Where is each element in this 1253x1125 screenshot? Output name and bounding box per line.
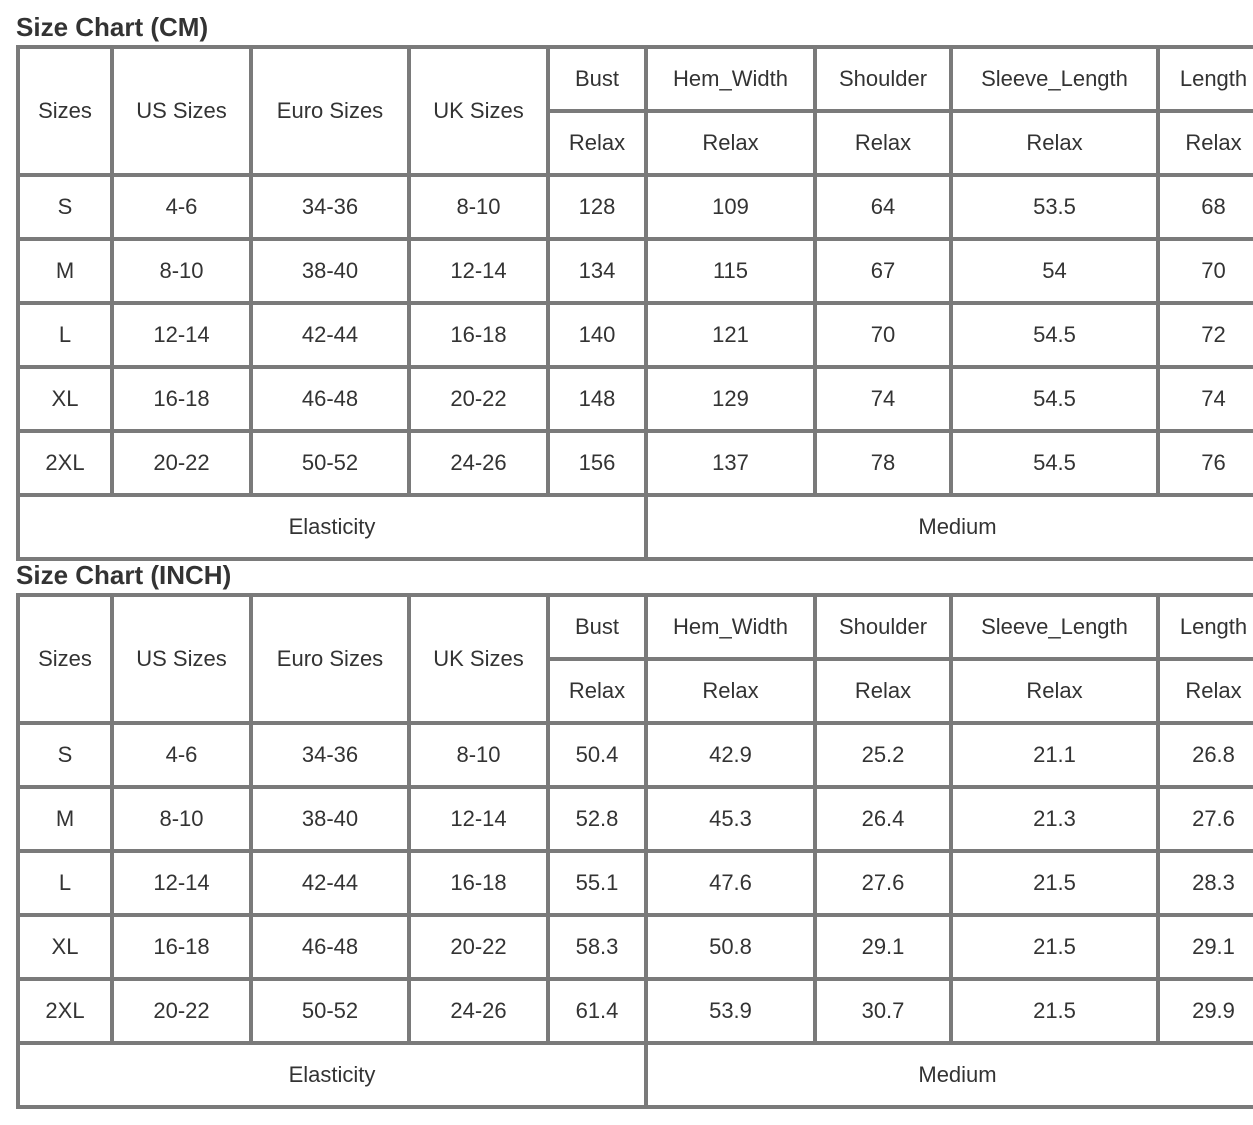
table-cell: S <box>18 723 112 787</box>
table-cell: 8-10 <box>112 239 251 303</box>
header-bust: Bust <box>548 595 646 659</box>
subheader-relax-shoulder: Relax <box>815 111 951 175</box>
table-cell: 29.9 <box>1158 979 1253 1043</box>
table-cell: 2XL <box>18 431 112 495</box>
table-cell: 21.3 <box>951 787 1158 851</box>
table-cell: 128 <box>548 175 646 239</box>
table-cell: 54 <box>951 239 1158 303</box>
table-cell: 134 <box>548 239 646 303</box>
table-cell: 16-18 <box>409 303 548 367</box>
table-cell: 12-14 <box>112 851 251 915</box>
table-cell: XL <box>18 915 112 979</box>
table-cell: 25.2 <box>815 723 951 787</box>
table-cell: 140 <box>548 303 646 367</box>
table-cell: 21.5 <box>951 915 1158 979</box>
table-cell: L <box>18 303 112 367</box>
table-cell: 121 <box>646 303 815 367</box>
table-cell: 24-26 <box>409 979 548 1043</box>
table-cell: 50.4 <box>548 723 646 787</box>
table-cell: 34-36 <box>251 723 409 787</box>
header-euro-sizes: Euro Sizes <box>251 47 409 175</box>
header-us-sizes: US Sizes <box>112 595 251 723</box>
elasticity-label: Elasticity <box>18 1043 646 1107</box>
table-cell: 26.4 <box>815 787 951 851</box>
header-hem-width: Hem_Width <box>646 595 815 659</box>
table-cell: 20-22 <box>112 431 251 495</box>
table-cell: 61.4 <box>548 979 646 1043</box>
table-cell: 72 <box>1158 303 1253 367</box>
elasticity-value: Medium <box>646 1043 1253 1107</box>
table-cell: 109 <box>646 175 815 239</box>
table-row-xl <box>18 367 1253 431</box>
table-cell: 4-6 <box>112 175 251 239</box>
table-row-2xl <box>18 431 1253 495</box>
header-uk-sizes: UK Sizes <box>409 47 548 175</box>
subheader-relax-bust: Relax <box>548 111 646 175</box>
table-cell: 42-44 <box>251 303 409 367</box>
table-cell: 16-18 <box>112 915 251 979</box>
header-bust: Bust <box>548 47 646 111</box>
table-cell: 70 <box>815 303 951 367</box>
table-cell: 21.5 <box>951 851 1158 915</box>
table-cell: 30.7 <box>815 979 951 1043</box>
subheader-relax-length: Relax <box>1158 659 1253 723</box>
table-cell: 148 <box>548 367 646 431</box>
table-cell: M <box>18 787 112 851</box>
table-cell: 4-6 <box>112 723 251 787</box>
table-cell: 24-26 <box>409 431 548 495</box>
table-cell: 12-14 <box>409 239 548 303</box>
table-cell: 20-22 <box>409 367 548 431</box>
table-cell: 50-52 <box>251 431 409 495</box>
table-cell: 115 <box>646 239 815 303</box>
table-cell: 16-18 <box>112 367 251 431</box>
subheader-relax-bust: Relax <box>548 659 646 723</box>
table-row-l <box>18 851 1253 915</box>
size-chart-cm-table <box>16 45 1253 561</box>
table-cell: M <box>18 239 112 303</box>
table-cell: 12-14 <box>112 303 251 367</box>
table-cell: 46-48 <box>251 367 409 431</box>
table-cell: 46-48 <box>251 915 409 979</box>
table-cell: 137 <box>646 431 815 495</box>
table-cell: 8-10 <box>112 787 251 851</box>
table-row-l <box>18 303 1253 367</box>
size-chart-inch-title: Size Chart (INCH) <box>16 560 232 590</box>
table-cell: 16-18 <box>409 851 548 915</box>
table-cell: S <box>18 175 112 239</box>
table-cell: 55.1 <box>548 851 646 915</box>
header-length: Length <box>1158 595 1253 659</box>
table-row-2xl <box>18 979 1253 1043</box>
header-uk-sizes: UK Sizes <box>409 595 548 723</box>
table-cell: L <box>18 851 112 915</box>
table-row-xl <box>18 915 1253 979</box>
subheader-relax-hem-width: Relax <box>646 659 815 723</box>
table-cell: 53.9 <box>646 979 815 1043</box>
header-sleeve-length: Sleeve_Length <box>951 595 1158 659</box>
table-cell: 20-22 <box>409 915 548 979</box>
subheader-relax-shoulder: Relax <box>815 659 951 723</box>
table-cell: 50.8 <box>646 915 815 979</box>
table-cell: 27.6 <box>1158 787 1253 851</box>
header-sizes: Sizes <box>18 595 112 723</box>
table-cell: XL <box>18 367 112 431</box>
header-shoulder: Shoulder <box>815 47 951 111</box>
table-cell: 129 <box>646 367 815 431</box>
table-cell: 34-36 <box>251 175 409 239</box>
table-cell: 52.8 <box>548 787 646 851</box>
table-cell: 2XL <box>18 979 112 1043</box>
subheader-relax-sleeve-length: Relax <box>951 111 1158 175</box>
header-sleeve-length: Sleeve_Length <box>951 47 1158 111</box>
table-cell: 8-10 <box>409 175 548 239</box>
table-row-m <box>18 239 1253 303</box>
header-row <box>18 47 1253 111</box>
header-hem-width: Hem_Width <box>646 47 815 111</box>
header-us-sizes: US Sizes <box>112 47 251 175</box>
table-cell: 54.5 <box>951 367 1158 431</box>
table-cell: 74 <box>815 367 951 431</box>
table-cell: 42.9 <box>646 723 815 787</box>
table-cell: 58.3 <box>548 915 646 979</box>
elasticity-row <box>18 1043 1253 1107</box>
table-cell: 78 <box>815 431 951 495</box>
table-cell: 21.1 <box>951 723 1158 787</box>
elasticity-label: Elasticity <box>18 495 646 559</box>
table-cell: 68 <box>1158 175 1253 239</box>
table-cell: 8-10 <box>409 723 548 787</box>
table-cell: 54.5 <box>951 303 1158 367</box>
header-sizes: Sizes <box>18 47 112 175</box>
table-cell: 28.3 <box>1158 851 1253 915</box>
table-row-m <box>18 787 1253 851</box>
table-row-s <box>18 175 1253 239</box>
table-cell: 67 <box>815 239 951 303</box>
header-euro-sizes: Euro Sizes <box>251 595 409 723</box>
subheader-relax-sleeve-length: Relax <box>951 659 1158 723</box>
table-cell: 47.6 <box>646 851 815 915</box>
table-cell: 12-14 <box>409 787 548 851</box>
elasticity-row <box>18 495 1253 559</box>
table-cell: 26.8 <box>1158 723 1253 787</box>
table-cell: 45.3 <box>646 787 815 851</box>
table-cell: 54.5 <box>951 431 1158 495</box>
table-cell: 50-52 <box>251 979 409 1043</box>
table-cell: 70 <box>1158 239 1253 303</box>
table-cell: 27.6 <box>815 851 951 915</box>
header-row <box>18 595 1253 659</box>
table-cell: 20-22 <box>112 979 251 1043</box>
table-cell: 42-44 <box>251 851 409 915</box>
subheader-relax-hem-width: Relax <box>646 111 815 175</box>
table-cell: 38-40 <box>251 239 409 303</box>
table-cell: 76 <box>1158 431 1253 495</box>
subheader-relax-length: Relax <box>1158 111 1253 175</box>
elasticity-value: Medium <box>646 495 1253 559</box>
table-row-s <box>18 723 1253 787</box>
header-shoulder: Shoulder <box>815 595 951 659</box>
size-chart-cm-title: Size Chart (CM) <box>16 12 209 42</box>
size-chart-inch-table <box>16 593 1253 1109</box>
header-length: Length <box>1158 47 1253 111</box>
table-cell: 64 <box>815 175 951 239</box>
table-cell: 74 <box>1158 367 1253 431</box>
table-cell: 29.1 <box>1158 915 1253 979</box>
table-cell: 21.5 <box>951 979 1158 1043</box>
table-cell: 53.5 <box>951 175 1158 239</box>
table-cell: 29.1 <box>815 915 951 979</box>
table-cell: 38-40 <box>251 787 409 851</box>
table-cell: 156 <box>548 431 646 495</box>
